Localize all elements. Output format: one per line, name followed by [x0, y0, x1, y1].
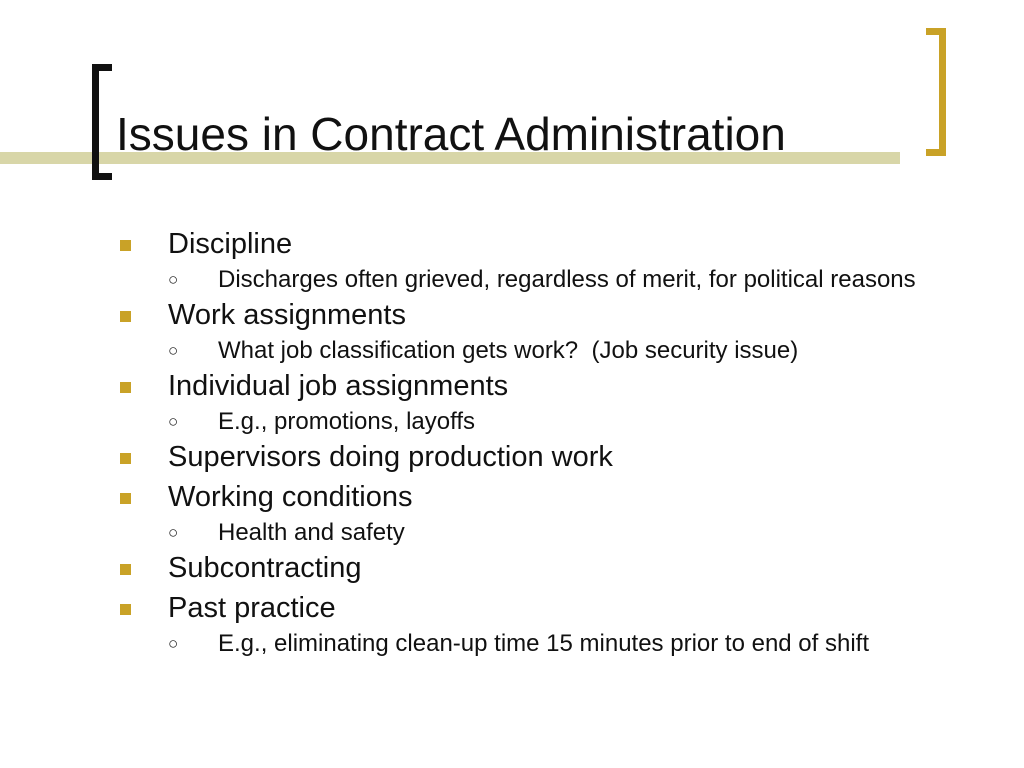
square-bullet-icon: [120, 493, 131, 504]
list-item-text: Discipline: [168, 228, 293, 260]
list-item: [116, 439, 946, 475]
square-bullet-icon: [120, 453, 131, 464]
hollow-circle-bullet-icon: ○: [168, 634, 179, 653]
hollow-circle-bullet-icon: ○: [168, 523, 179, 542]
sub-list-item: [116, 631, 946, 657]
hollow-circle-bullet-icon: ○: [168, 412, 179, 431]
list-item-text: Supervisors doing production work: [168, 441, 613, 473]
list-item-text: Working conditions: [168, 481, 413, 513]
sub-list-item: [116, 267, 946, 293]
slide-title: Issues in Contract Administration: [116, 108, 786, 160]
sub-list-item: [116, 409, 946, 435]
sub-list-item-text: E.g., eliminating clean-up time 15 minutes prior to end of shift: [218, 630, 869, 657]
sub-list-item-text: Health and safety: [218, 519, 405, 546]
square-bullet-icon: [120, 382, 131, 393]
square-bullet-icon: [120, 311, 131, 322]
list-item: [116, 550, 946, 586]
list-item: [116, 297, 946, 333]
square-bullet-icon: [120, 604, 131, 615]
sub-list-item: [116, 338, 946, 364]
list-item: [116, 479, 946, 515]
sub-list-item-text: E.g., promotions, layoffs: [218, 408, 476, 435]
hollow-circle-bullet-icon: ○: [168, 341, 179, 360]
list-item: [116, 368, 946, 404]
square-bullet-icon: [120, 240, 131, 251]
list-item-text: Individual job assignments: [168, 370, 509, 402]
sub-list-item-text: Discharges often grieved, regardless of merit, for political reasons: [218, 266, 916, 293]
bullet-list: [116, 222, 946, 657]
right-bracket-decoration: [926, 28, 946, 156]
square-bullet-icon: [120, 564, 131, 575]
list-item-text: Work assignments: [168, 299, 406, 331]
list-item-text: Past practice: [168, 592, 336, 624]
sub-list-item: [116, 520, 946, 546]
list-item-text: Subcontracting: [168, 552, 362, 584]
list-item: [116, 226, 946, 262]
list-item: [116, 590, 946, 626]
left-bracket-decoration: [92, 64, 112, 180]
sub-list-item-text: What job classification gets work? (Job security issue): [218, 337, 799, 364]
hollow-circle-bullet-icon: ○: [168, 270, 179, 289]
